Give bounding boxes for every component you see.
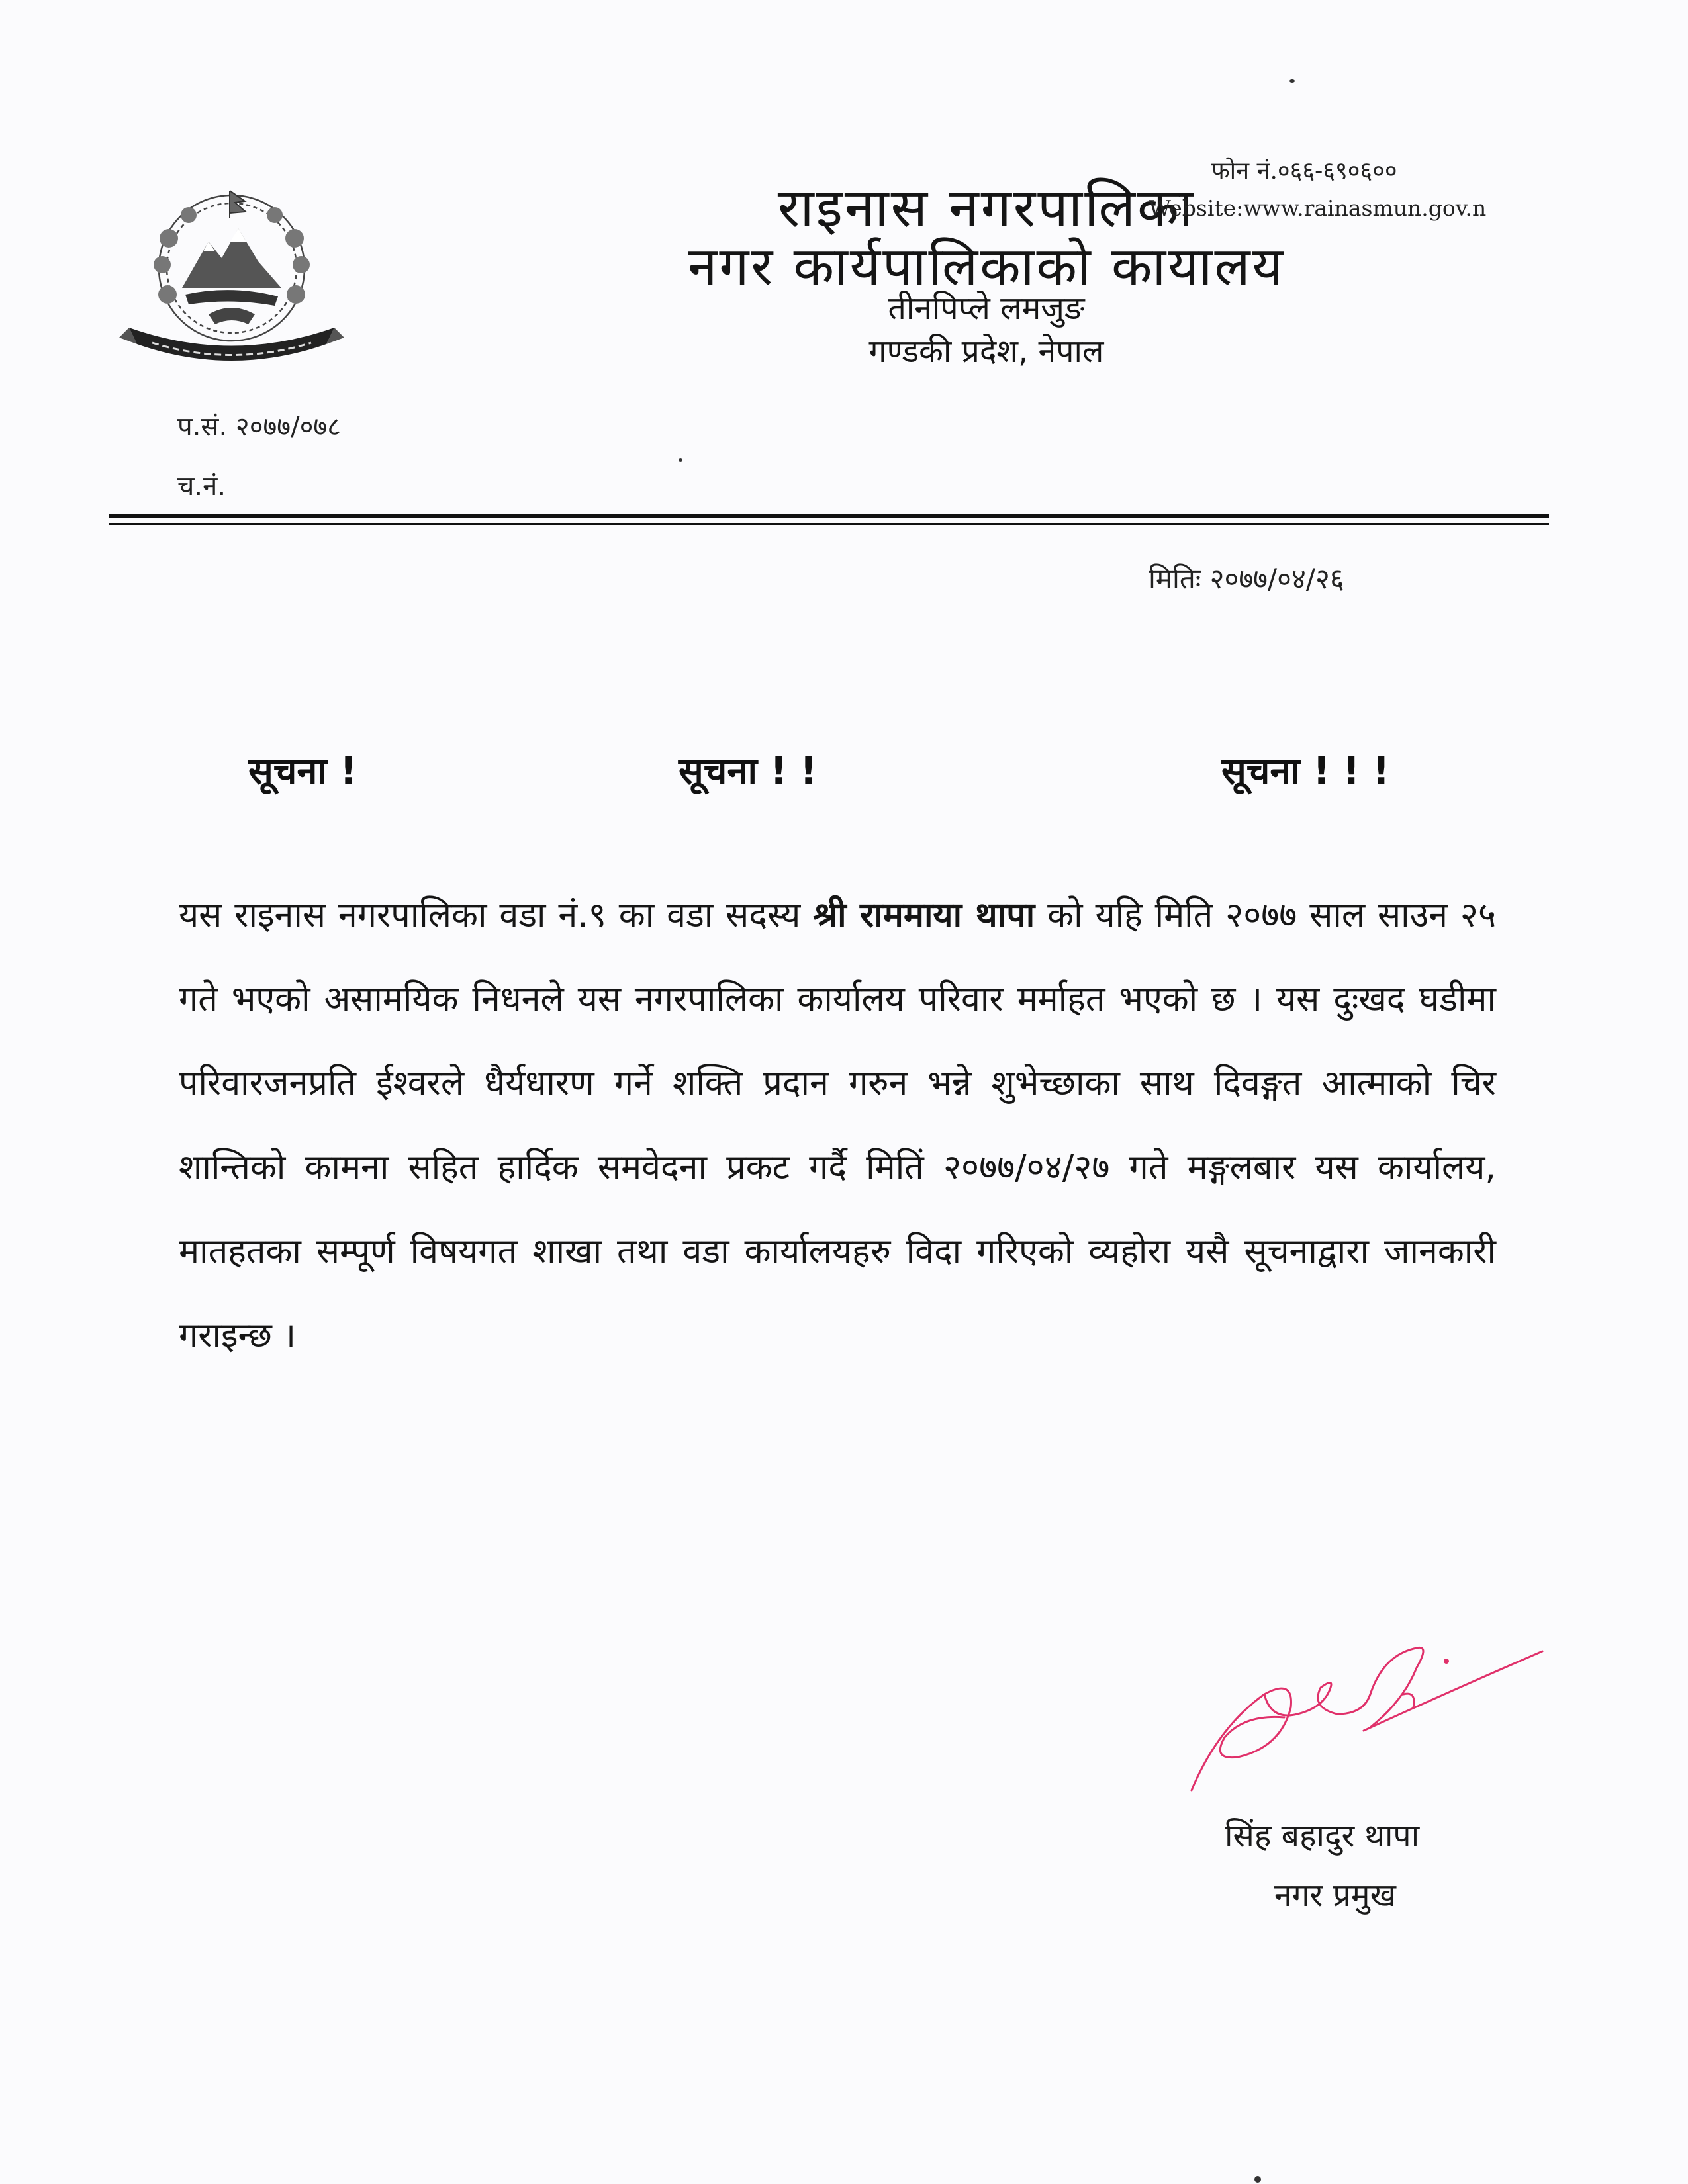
notice-date: मितिः २०७७/०४/२६ xyxy=(1149,563,1344,595)
notice-heading-2: सूचना ! ! xyxy=(679,750,818,793)
fiscal-year-ref: प.सं. २०७७/०७८ xyxy=(177,412,341,442)
body-text-part2: को यहि मिति २०७७ साल साउन २५ गते भएको असामयिक निधनले यस नगरपालिका कार्यालय परिवार मर्माहत भएको छ । यस दुःखद घडीमा परिवारजनप्रति ईश्वरले धैर्यधारण गर्ने शक्ति प्रदान गरुन भन्ने शुभेच्छाका साथ दिवङ्गत आत्माको चिर शान्तिको कामना सहित हार्दिक समवेदना प्रकट गर्दै मितिं २०७७/०४/२७ गते मङ्गलबार यस कार्यालय, मातहतका सम्पूर्ण विषयगत शाखा तथा वडा कार्यालयहरु विदा गरिएको व्यहोरा यसै सूचनाद्वारा जानकारी गराइन्छ । xyxy=(179,895,1496,1355)
phone-number: फोन नं.०६६-६९०६०० xyxy=(1211,158,1397,185)
scan-speck xyxy=(679,458,682,462)
body-text-part1: यस राइनास नगरपालिका वडा नं.९ का वडा सदस्य xyxy=(179,895,814,935)
website-link: Website:www.rainasmun.gov.n xyxy=(1149,195,1487,221)
deceased-name: श्री राममाया थापा xyxy=(813,895,1035,935)
handwritten-signature xyxy=(1165,1615,1562,1794)
signatory-name: सिंह बहादुर थापा xyxy=(1225,1817,1420,1854)
office-place: तीनपिप्ले लमजुङ xyxy=(888,290,1085,327)
notice-heading-3: सूचना ! ! ! xyxy=(1221,750,1390,793)
dispatch-number: च.नं. xyxy=(177,471,226,502)
header-divider xyxy=(109,514,1549,518)
office-province: गण्डकी प्रदेश, नेपाल xyxy=(868,333,1104,370)
scan-speck xyxy=(1289,79,1295,83)
header-divider-thin xyxy=(109,523,1549,525)
office-name: नगर कार्यपालिकाको कायालय xyxy=(688,236,1285,297)
notice-heading-1: सूचना ! xyxy=(248,750,357,793)
notice-body xyxy=(179,874,1496,1378)
signatory-title: नगर प्रमुख xyxy=(1274,1877,1396,1914)
municipality-name: राइनास नगरपालिका xyxy=(777,177,1196,240)
scan-speck xyxy=(1254,2176,1261,2183)
